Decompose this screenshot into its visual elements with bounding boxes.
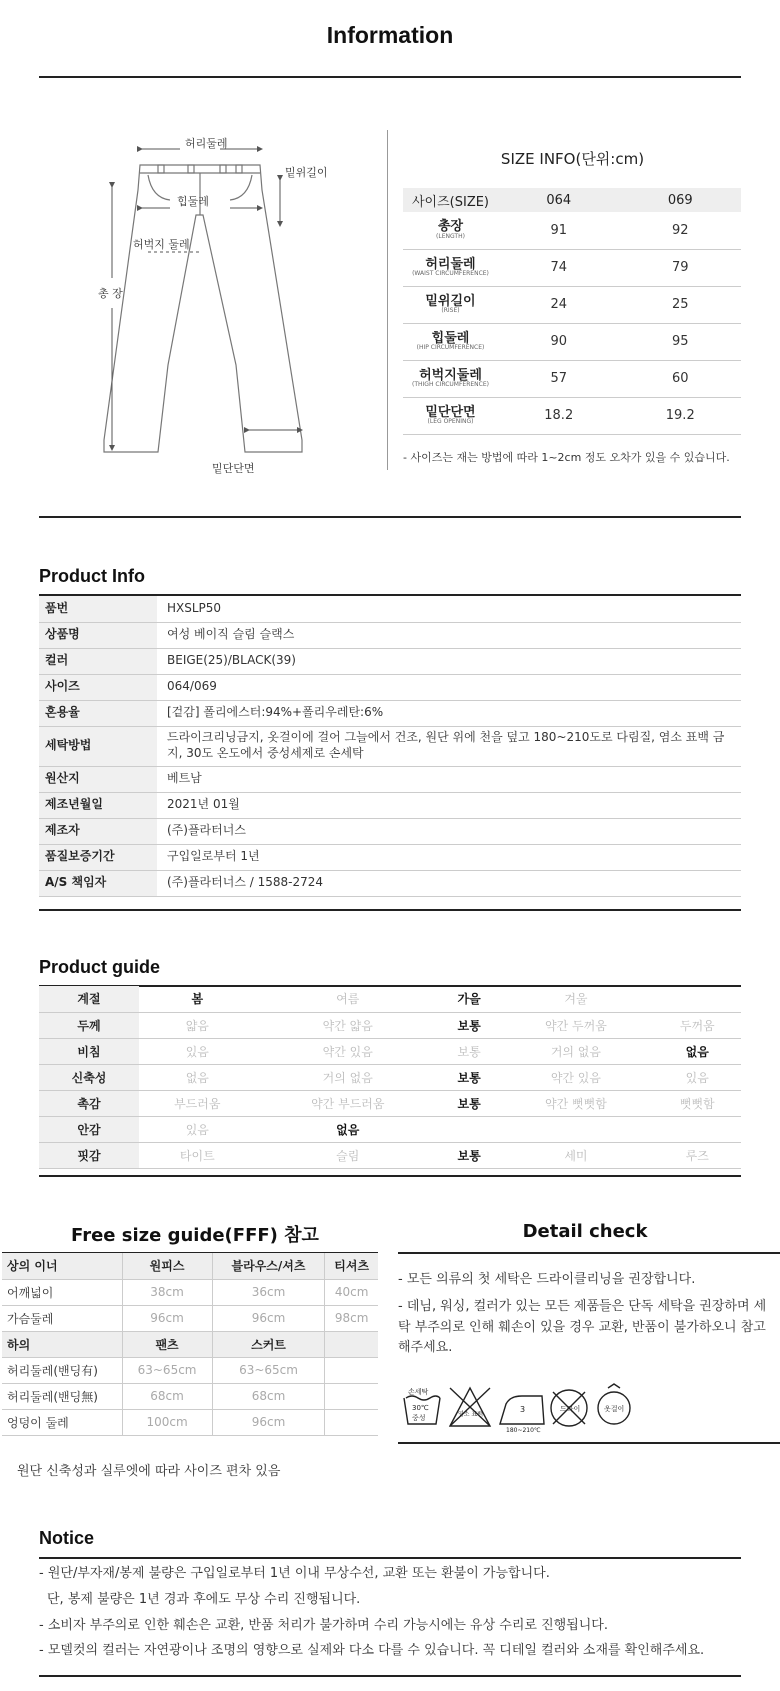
guide-cell: 거의 없음 [498, 1038, 653, 1064]
notice-item: - 소비자 부주의로 인한 훼손은 교환, 반품 처리가 불가하며 수리 가능시에는 유상 수리로 진행됩니다. [39, 1617, 608, 1633]
free-size-cell: 100cm [122, 1409, 212, 1435]
guide-cell: 봄 [139, 986, 256, 1012]
free-size-key: 상의 이너 [2, 1253, 122, 1279]
guide-cell: 두꺼움 [654, 1012, 741, 1038]
guide-cell: 약간 뻣뻣함 [498, 1090, 653, 1116]
free-size-cell [325, 1357, 378, 1383]
size-row-label: 허리둘레 [425, 256, 476, 272]
size-value: 60 [620, 360, 742, 397]
diagram-label-hem: 밑단단면 [212, 462, 255, 475]
free-size-cell: 스커트 [212, 1331, 325, 1357]
table-row [39, 648, 741, 674]
size-value: 24 [498, 286, 620, 323]
info-key: 제조년월일 [39, 792, 157, 818]
free-size-key: 가슴둘레 [2, 1305, 122, 1331]
info-value: 여성 베이직 슬림 슬랙스 [157, 622, 741, 648]
guide-cell: 보통 [440, 1012, 498, 1038]
size-row-label: 허벅지둘레 [419, 367, 482, 383]
info-value: 드라이크리닝금지, 옷걸이에 걸어 그늘에서 건조, 원단 위에 천을 덮고 180~210도로 다림질, 염소 표백 금지, 30도 온도에서 중성세제로 손세탁 [157, 726, 741, 766]
notice-item: - 모델컷의 컬러는 자연광이나 조명의 영향으로 실제와 다소 다를 수 있습니다. 꼭 디테일 컬러와 소재를 확인해주세요. [39, 1643, 705, 1659]
guide-cell [654, 1116, 741, 1142]
size-row-sublabel: (WAIST CIRCUMFERENCE) [412, 270, 489, 278]
table-row [39, 596, 741, 622]
info-key: 원산지 [39, 766, 157, 792]
guide-key: 안감 [39, 1116, 139, 1142]
guide-cell: 보통 [440, 1090, 498, 1116]
guide-cell: 겨울 [498, 986, 653, 1012]
free-size-cell: 36cm [212, 1279, 325, 1305]
free-size-title: Free size guide(FFF) 참고 [71, 1225, 319, 1246]
size-value: 18.2 [498, 397, 620, 434]
info-value: 베트남 [157, 766, 741, 792]
guide-cell: 슬림 [256, 1142, 440, 1168]
product-info-table [39, 596, 741, 897]
info-value: 064/069 [157, 674, 741, 700]
size-row-label: 총장 [437, 219, 464, 235]
detail-check-list [398, 1270, 778, 1365]
guide-cell [440, 1116, 498, 1142]
guide-cell: 약간 있음 [498, 1064, 653, 1090]
divider [398, 1252, 780, 1254]
size-value: 25 [620, 286, 742, 323]
size-value: 19.2 [620, 397, 742, 434]
notice-item: 단, 봉제 불량은 1년 경과 후에도 무상 수리 진행됩니다. [47, 1591, 361, 1607]
free-size-cell: 블라우스/셔츠 [212, 1253, 325, 1279]
info-key: 혼용율 [39, 700, 157, 726]
care-hand-wash-temp: 30℃ [412, 1404, 429, 1412]
guide-cell: 없음 [654, 1038, 741, 1064]
diagram-label-length: 총 장 [98, 287, 123, 300]
divider [39, 1175, 741, 1177]
divider [39, 909, 741, 911]
size-row-sublabel: (HIP CIRCUMFERENCE) [416, 344, 485, 352]
guide-key: 촉감 [39, 1090, 139, 1116]
size-row-sublabel: (LEG OPENING) [427, 418, 474, 426]
diagram-label-thigh: 허벅지 둘레 [133, 238, 190, 251]
guide-key: 신축성 [39, 1064, 139, 1090]
care-icons [402, 1380, 642, 1437]
info-value: [겉감] 폴리에스터:94%+폴리우레탄:6% [157, 700, 741, 726]
free-size-cell: 96cm [212, 1305, 325, 1331]
info-value: BEIGE(25)/BLACK(39) [157, 648, 741, 674]
guide-cell [498, 1116, 653, 1142]
guide-cell: 보통 [440, 1142, 498, 1168]
size-value: 95 [620, 323, 742, 360]
diagram-label-rise: 밑위길이 [285, 166, 328, 179]
pants-size-diagram [40, 130, 380, 490]
product-info-title: Product Info [39, 566, 145, 586]
free-size-cell: 68cm [212, 1383, 325, 1409]
free-size-key: 어깨넓이 [2, 1279, 122, 1305]
detail-check-title: Detail check [522, 1221, 648, 1242]
guide-cell: 없음 [256, 1116, 440, 1142]
free-size-cell: 63~65cm [212, 1357, 325, 1383]
notice-title: Notice [39, 1528, 95, 1548]
table-row [2, 1409, 378, 1435]
pants-outline-icon [40, 130, 380, 490]
table-row [39, 1012, 741, 1038]
guide-cell: 있음 [654, 1064, 741, 1090]
size-table [403, 188, 741, 435]
guide-cell: 약간 두꺼움 [498, 1012, 653, 1038]
diagram-label-waist: 허리둘레 [185, 137, 228, 150]
table-row [403, 397, 741, 434]
table-row [2, 1305, 378, 1331]
care-hand-wash-detergent: 중성 [412, 1414, 426, 1422]
size-row-sublabel: (RISE) [441, 307, 460, 315]
table-row [39, 622, 741, 648]
guide-cell: 보통 [440, 1064, 498, 1090]
care-iron-level: 3 [520, 1405, 526, 1414]
size-value: 74 [498, 249, 620, 286]
guide-cell [654, 986, 741, 1012]
table-row [39, 1142, 741, 1168]
table-row [2, 1253, 378, 1279]
free-size-key: 허리둘레(밴딩無) [2, 1383, 122, 1409]
notice-list [39, 1563, 741, 1666]
free-size-cell: 팬츠 [122, 1331, 212, 1357]
table-row [403, 323, 741, 360]
info-key: 세탁방법 [39, 726, 157, 766]
care-hand-wash-label: 손세탁 [408, 1388, 429, 1396]
table-row [39, 1064, 741, 1090]
size-value: 90 [498, 323, 620, 360]
table-row [403, 212, 741, 249]
divider [398, 1442, 780, 1444]
guide-cell: 약간 있음 [256, 1038, 440, 1064]
care-symbols-icon [402, 1380, 642, 1434]
info-value: 2021년 01월 [157, 792, 741, 818]
table-row [2, 1357, 378, 1383]
guide-cell: 타이트 [139, 1142, 256, 1168]
table-row [39, 986, 741, 1012]
table-row [39, 700, 741, 726]
guide-cell: 부드러움 [139, 1090, 256, 1116]
divider [39, 76, 741, 78]
notice-item: - 원단/부자재/봉제 불량은 구입일로부터 1년 이내 무상수선, 교환 또는 환불이 가능합니다. [39, 1566, 550, 1581]
size-header-cell: 069 [620, 188, 742, 212]
guide-cell: 얇음 [139, 1012, 256, 1038]
guide-cell: 없음 [139, 1064, 256, 1090]
free-size-cell: 원피스 [122, 1253, 212, 1279]
detail-item: - 데님, 워싱, 컬러가 있는 모든 제품들은 단독 세탁을 권장하며 세탁 부주의로 인해 훼손이 있을 경우 교환, 반품이 불가하오니 참고해주세요. [398, 1298, 767, 1356]
table-row [39, 844, 741, 870]
free-size-key: 엉덩이 둘레 [2, 1409, 122, 1435]
free-size-cell: 63~65cm [122, 1357, 212, 1383]
table-row [2, 1383, 378, 1409]
product-guide-table [39, 986, 741, 1169]
detail-item: - 모든 의류의 첫 세탁은 드라이클리닝을 권장합니다. [398, 1272, 696, 1287]
guide-key: 비침 [39, 1038, 139, 1064]
guide-cell: 가을 [440, 986, 498, 1012]
guide-cell: 거의 없음 [256, 1064, 440, 1090]
info-value: (주)플라터너스 / 1588-2724 [157, 870, 741, 896]
vertical-divider [387, 130, 388, 470]
table-row [403, 286, 741, 323]
divider [39, 1675, 741, 1677]
guide-key: 핏감 [39, 1142, 139, 1168]
guide-cell: 약간 얇음 [256, 1012, 440, 1038]
table-row [39, 674, 741, 700]
table-row [39, 1038, 741, 1064]
size-row-label: 힙둘레 [431, 330, 470, 346]
size-table-header [403, 188, 741, 212]
care-no-bleach-label: 염소 표백 [458, 1411, 484, 1418]
free-size-cell: 38cm [122, 1279, 212, 1305]
size-value: 91 [498, 212, 620, 249]
info-key: A/S 책임자 [39, 870, 157, 896]
guide-cell: 약간 부드러움 [256, 1090, 440, 1116]
table-row [39, 1116, 741, 1142]
size-row-sublabel: (THIGH CIRCUMFERENCE) [412, 381, 489, 389]
guide-key: 계절 [39, 986, 139, 1012]
table-row [39, 766, 741, 792]
guide-cell: 있음 [139, 1116, 256, 1142]
guide-cell: 세미 [498, 1142, 653, 1168]
table-row [39, 1090, 741, 1116]
table-row [39, 726, 741, 766]
table-row [39, 870, 741, 896]
guide-key: 두께 [39, 1012, 139, 1038]
guide-cell: 여름 [256, 986, 440, 1012]
divider [39, 1557, 741, 1559]
free-size-note: 원단 신축성과 실루엣에 따라 사이즈 편차 있음 [17, 1464, 281, 1479]
free-size-cell: 68cm [122, 1383, 212, 1409]
size-value: 57 [498, 360, 620, 397]
table-row [39, 818, 741, 844]
free-size-cell: 98cm [325, 1305, 378, 1331]
guide-cell: 보통 [440, 1038, 498, 1064]
size-header-cell: 사이즈(SIZE) [403, 188, 498, 212]
free-size-cell [325, 1409, 378, 1435]
free-size-cell: 96cm [212, 1409, 325, 1435]
size-value: 92 [620, 212, 742, 249]
guide-cell: 뻣뻣함 [654, 1090, 741, 1116]
info-value: (주)플라터너스 [157, 818, 741, 844]
table-row [39, 792, 741, 818]
care-no-dry-clean-label: 드라이 [560, 1405, 581, 1413]
divider [39, 516, 741, 518]
table-row [403, 249, 741, 286]
table-row [2, 1331, 378, 1357]
free-size-cell [325, 1383, 378, 1409]
diagram-label-hip: 힙둘레 [177, 195, 209, 208]
free-size-table [2, 1253, 378, 1436]
information-title: Information [326, 22, 454, 48]
free-size-key: 하의 [2, 1331, 122, 1357]
free-size-cell: 40cm [325, 1279, 378, 1305]
info-key: 컬러 [39, 648, 157, 674]
info-key: 제조자 [39, 818, 157, 844]
info-key: 상품명 [39, 622, 157, 648]
info-value: HXSLP50 [157, 596, 741, 622]
info-value: 구입일로부터 1년 [157, 844, 741, 870]
free-size-cell [325, 1331, 378, 1357]
size-info-title: SIZE INFO(단위:cm) [500, 150, 645, 168]
info-key: 사이즈 [39, 674, 157, 700]
product-guide-title: Product guide [39, 957, 160, 977]
free-size-cell: 96cm [122, 1305, 212, 1331]
guide-cell: 있음 [139, 1038, 256, 1064]
care-hang-dry-label: 옷걸이 [604, 1405, 625, 1413]
free-size-cell: 티셔츠 [325, 1253, 378, 1279]
care-iron-temp: 180~210℃ [506, 1427, 541, 1434]
info-key: 품질보증기간 [39, 844, 157, 870]
size-row-sublabel: (LENGTH) [436, 232, 465, 240]
size-row-label: 밑위길이 [425, 293, 476, 309]
table-row [403, 360, 741, 397]
size-value: 79 [620, 249, 742, 286]
guide-cell: 루즈 [654, 1142, 741, 1168]
size-header-cell: 064 [498, 188, 620, 212]
free-size-key: 허리둘레(밴딩有) [2, 1357, 122, 1383]
table-row [2, 1279, 378, 1305]
size-row-label: 밑단단면 [425, 404, 476, 420]
info-key: 품번 [39, 596, 157, 622]
size-note: - 사이즈는 재는 방법에 따라 1~2cm 정도 오차가 있을 수 있습니다. [403, 451, 730, 464]
